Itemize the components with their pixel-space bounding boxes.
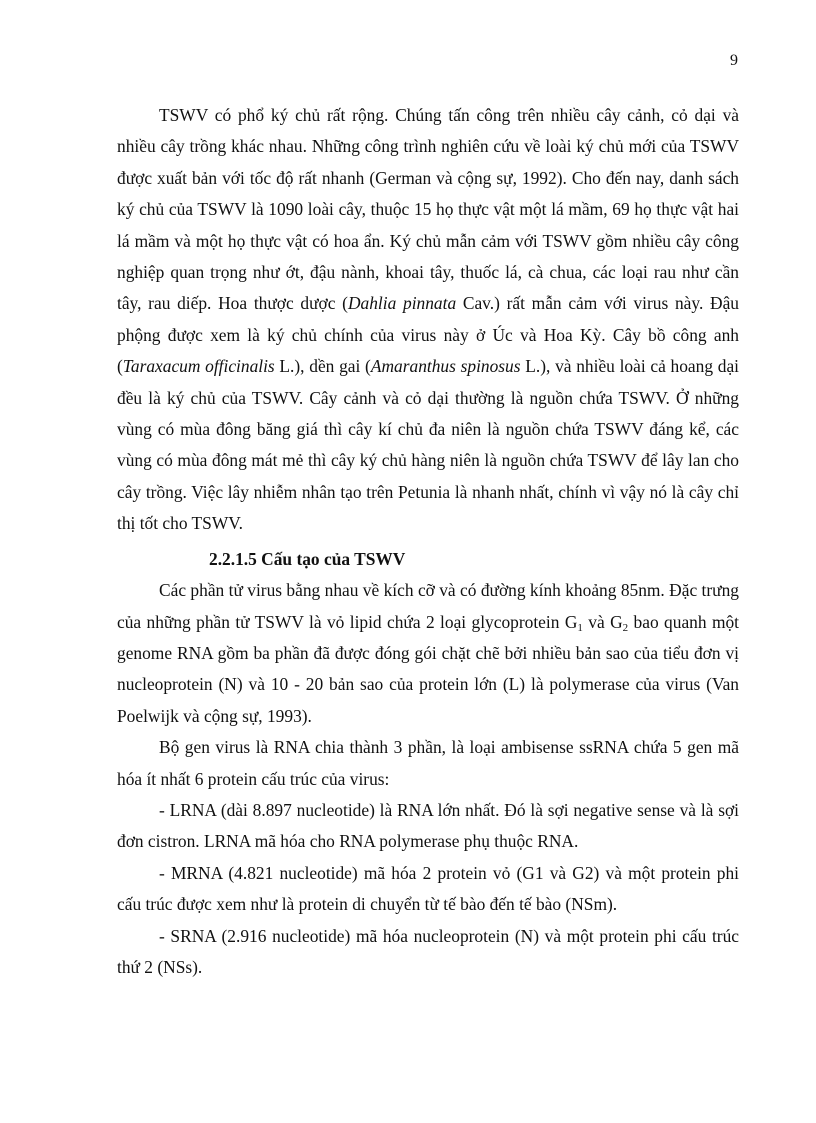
subscript: 1	[577, 621, 583, 634]
text-run: và G	[582, 611, 623, 632]
paragraph-genome: Bộ gen virus là RNA chia thành 3 phần, là loại ambisense ssRNA chứa 5 gen mã hóa ít nhất 6 protein cấu trúc của virus:	[117, 737, 739, 789]
body-text	[117, 100, 739, 983]
list-item-lrna: - LRNA (dài 8.897 nucleotide) là RNA lớn nhất. Đó là sợi negative sense và là sợi đơn cistron. LRNA mã hóa cho RNA polymerase phụ thuộc RNA.	[117, 799, 739, 852]
subscript: 2	[622, 621, 629, 634]
species-name: Dahlia pinnata	[347, 293, 457, 314]
section-heading: 2.2.1.5 Cấu tạo của TSWV	[209, 548, 406, 569]
species-name: Taraxacum officinalis	[122, 356, 275, 377]
list-item-srna: - SRNA (2.916 nucleotide) mã hóa nucleoprotein (N) và một protein phi cấu trúc thứ 2 (NSs).	[117, 925, 739, 977]
page-number: 9	[730, 52, 738, 69]
text-run: L.), dền gai (	[274, 356, 371, 377]
list-item-mrna: - MRNA (4.821 nucleotide) mã hóa 2 protein vỏ (G1 và G2) và một protein phi cấu trúc được xem như là protein di chuyển từ tế bào đến tế bào (NSm).	[117, 862, 739, 915]
paragraph-host-range	[117, 100, 739, 540]
paragraph-structure	[117, 575, 739, 732]
species-name: Amaranthus spinosus	[370, 356, 521, 377]
text-run: TSWV có phổ ký chủ rất rộng. Chúng tấn công trên nhiều cây cảnh, cỏ dại và nhiều cây trồng khác nhau. Những công trình nghiên cứu về loài ký chủ mới của TSWV được xuất bản với tốc độ rất nhanh (German và cộng sự, 1992). Cho đến nay, danh sách ký chủ của TSWV là 1090 loài cây, thuộc 15 họ thực vật một lá mầm, 69 họ thực vật hai lá mầm và một họ thực vật có hoa ẩn. Ký chủ mẫn cảm với TSWV gồm nhiều cây công nghiệp quan trọng như ớt, đậu nành, khoai tây, thuốc lá, cà chua, các loại rau như cần tây, rau diếp. Hoa thược dược (	[117, 105, 739, 314]
text-run: L.), và nhiều loài cả hoang dại đều là ký chủ của TSWV. Cây cảnh và cỏ dại thường là nguồn chứa TSWV. Ở những vùng có mùa đông băng giá thì cây kí chủ đa niên là nguồn chứa TSWV đáng kể, các vùng có mùa đông mát mẻ thì cây ký chủ hàng niên là nguồn chứa TSWV để lây lan cho cây trồng. Việc lây nhiễm nhân tạo trên Petunia là nhanh nhất, chính vì vậy nó là cây chỉ thị tốt cho TSWV.	[117, 356, 740, 534]
text-run: Cav.) rất mẫn cảm với virus này. Đậu phộng được xem là ký chủ chính của virus này ở Úc và Hoa Kỳ. Cây bồ công anh (	[117, 293, 739, 377]
text-run: Các phần tử virus bằng nhau về kích cỡ và có đường kính khoảng 85nm. Đặc trưng của những phần tử TSWV là vỏ lipid chứa 2 loại glycoprotein G	[117, 580, 739, 632]
text-run: bao quanh một genome RNA gồm ba phần đã được đóng gói chặt chẽ bởi nhiều bản sao của tiểu đơn vị nucleoprotein (N) và 10 - 20 bản sao của protein lớn (L) là polymerase của virus (Van Poelwijk và cộng sự, 1993).	[117, 611, 740, 726]
